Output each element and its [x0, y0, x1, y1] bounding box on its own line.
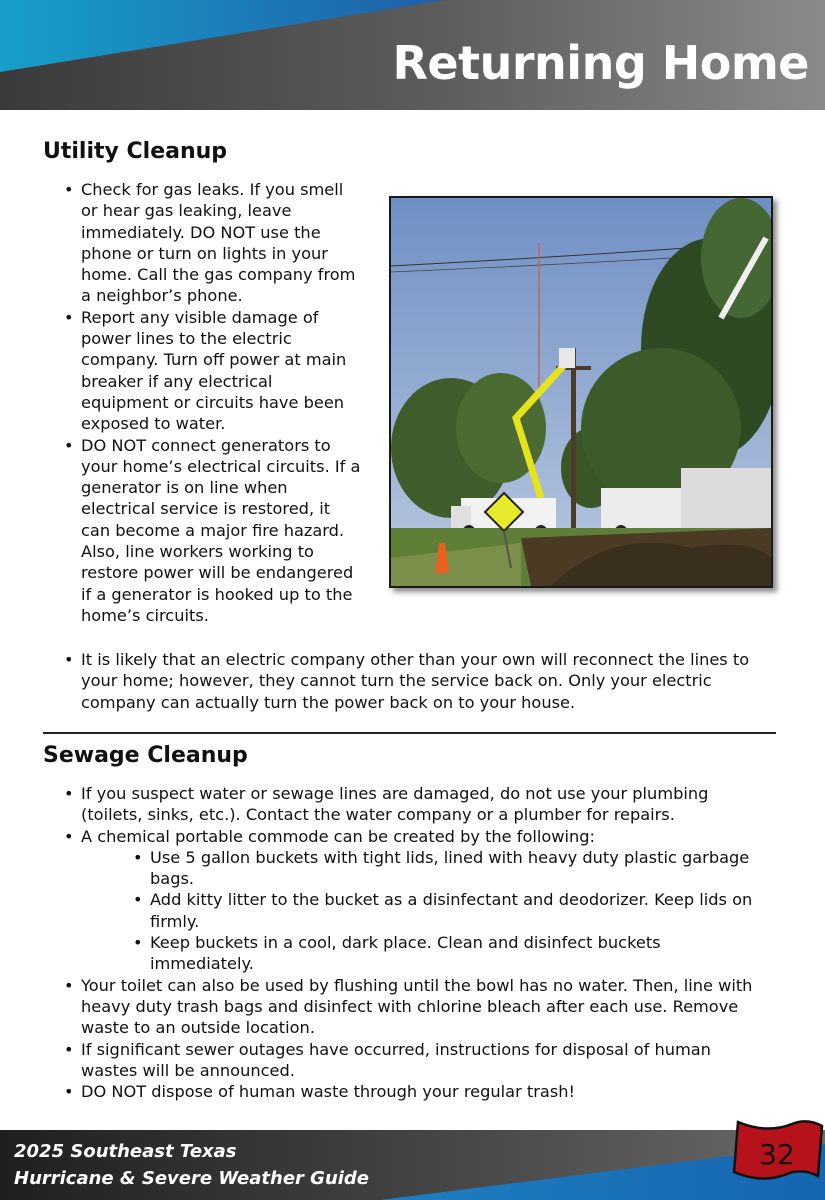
- sub-list-item: • Use 5 gallon buckets with tight lids, lined with heavy duty plastic garbage bags.: [133, 847, 764, 890]
- list-item: • Check for gas leaks. If you smell or hear gas leaking, leave immediately. DO NOT use the phone or turn on lights in your home. Call the gas company from a neighbor’s phone.: [64, 179, 364, 307]
- sewage-list: [64, 783, 764, 1102]
- commode-steps-list: [81, 847, 764, 975]
- sub-list-item: • Add kitty litter to the bucket as a disinfectant and deodorizer. Keep lids on firmly.: [133, 889, 764, 932]
- list-item: [64, 826, 764, 975]
- page-header: [0, 0, 825, 110]
- list-item: • DO NOT dispose of human waste through your regular trash!: [64, 1081, 764, 1102]
- list-item: • Report any visible damage of power lines to the electric company. Turn off power at main breaker if any electrical equipment or circuits have been exposed to water.: [64, 307, 364, 435]
- sub-list-item: • Keep buckets in a cool, dark place. Clean and disinfect buckets immediately.: [133, 932, 764, 975]
- utility-list: [64, 179, 364, 626]
- utility-cleanup-heading: Utility Cleanup: [43, 139, 228, 164]
- list-item: • If significant sewer outages have occurred, instructions for disposal of human wastes will be announced.: [64, 1039, 764, 1082]
- list-item: • Your toilet can also be used by flushing until the bowl has no water. Then, line with heavy duty trash bags and disinfect with chlorine bleach after each use. Remove waste to an outside location.: [64, 975, 764, 1039]
- utility-list-continued: [64, 649, 764, 713]
- guide-name: Hurricane & Severe Weather Guide: [14, 1168, 370, 1189]
- list-item-text: A chemical portable commode can be created by the following:: [81, 826, 596, 846]
- sewage-cleanup-heading: Sewage Cleanup: [43, 743, 248, 768]
- section-divider: [43, 732, 776, 734]
- page-footer: [0, 1130, 825, 1200]
- list-item: • If you suspect water or sewage lines are damaged, do not use your plumbing (toilets, sinks, etc.). Contact the water company or a plumber for repairs.: [64, 783, 764, 826]
- guide-year-title: 2025 Southeast Texas: [14, 1141, 237, 1162]
- list-item: • DO NOT connect generators to your home’s electrical circuits. If a generator is on line when electrical service is restored, it can become a major fire hazard. Also, line workers working to restore power will be endangered if a generator is hooked up to the home’s circuits.: [64, 435, 364, 627]
- bucket-truck-scene-image: [391, 198, 771, 586]
- page-title: Returning Home: [392, 36, 809, 90]
- utility-repair-photo: [389, 196, 773, 588]
- list-item: • It is likely that an electric company other than your own will reconnect the lines to your home; however, they cannot turn the service back on. Only your electric company can actually turn the power back on to your house.: [64, 649, 764, 713]
- page-number: 32: [759, 1138, 795, 1171]
